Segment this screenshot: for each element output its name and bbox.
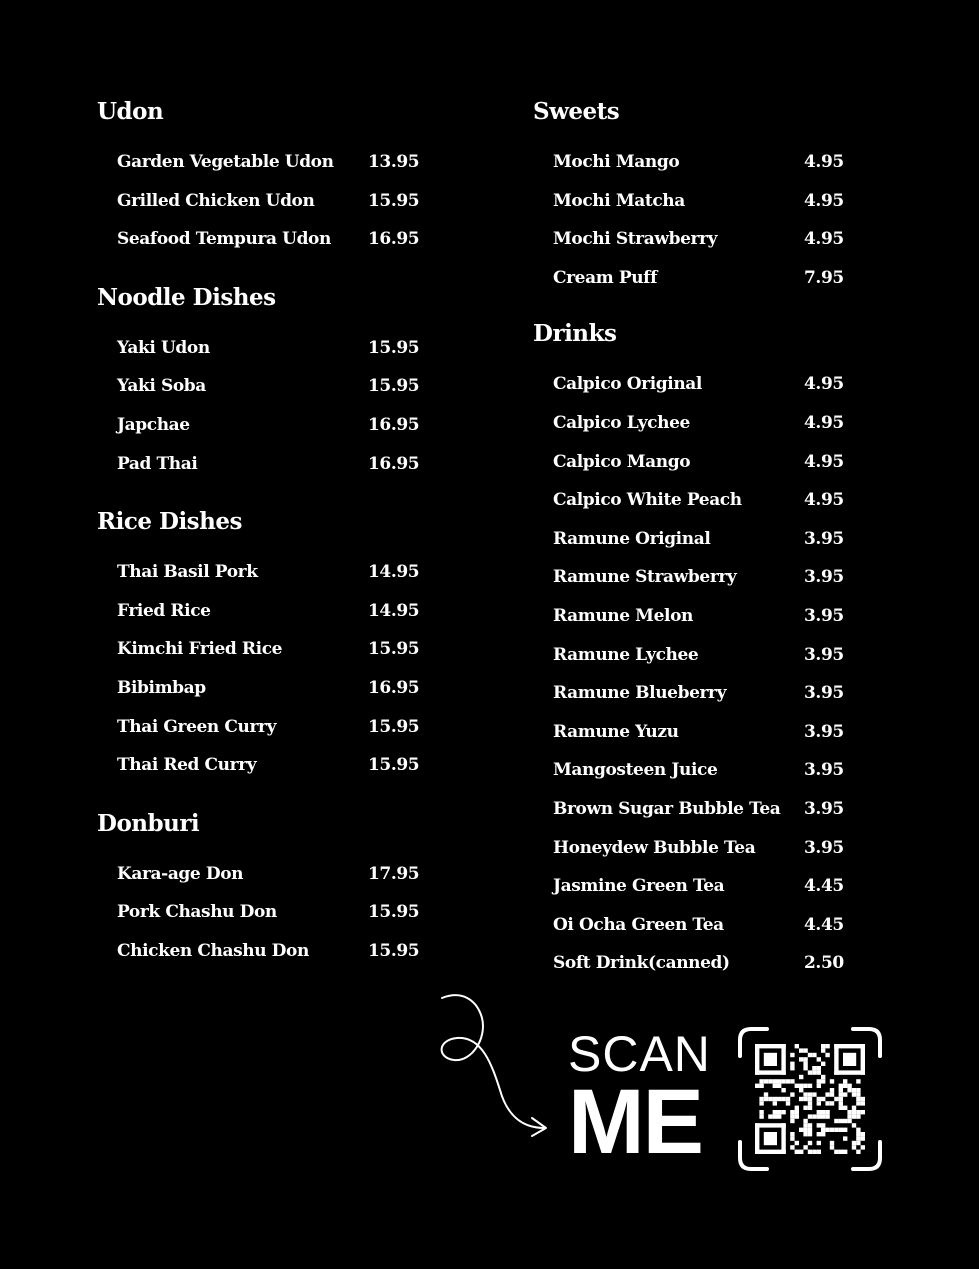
menu-item: [97, 893, 427, 932]
menu-item: [97, 932, 427, 971]
item-price: 16.95: [368, 414, 420, 435]
menu-item: [533, 259, 863, 298]
menu-item: [533, 867, 863, 906]
item-price: 15.95: [368, 190, 420, 211]
item-price: 4.95: [804, 374, 844, 395]
item-name: Oi Ocha Green Tea: [553, 914, 724, 935]
item-price: 14.95: [368, 600, 420, 621]
item-name: Mochi Matcha: [553, 190, 685, 211]
item-price: 4.95: [804, 152, 844, 172]
item-price: 15.95: [368, 940, 420, 961]
menu-item: [533, 443, 863, 482]
menu-section: [97, 807, 427, 971]
item-price: 16.95: [368, 453, 420, 474]
item-price: 17.95: [368, 863, 420, 884]
item-name: Pork Chashu Don: [117, 902, 277, 923]
item-price: 15.95: [368, 902, 420, 923]
item-name: Grilled Chicken Udon: [117, 190, 315, 211]
menu-item: [533, 365, 863, 404]
item-price: 3.95: [804, 721, 844, 742]
item-name: Ramune Blueberry: [553, 683, 727, 704]
item-price: 2.50: [804, 953, 844, 974]
item-price: 3.95: [804, 644, 844, 665]
item-price: 4.95: [804, 490, 844, 511]
item-name: Chicken Chashu Don: [117, 940, 309, 961]
menu-item: [97, 182, 427, 221]
section-title: Sweets: [533, 98, 620, 125]
item-name: Thai Basil Pork: [117, 562, 258, 583]
item-name: Japchae: [117, 414, 190, 435]
menu-item: [97, 855, 427, 894]
item-name: Honeydew Bubble Tea: [553, 837, 756, 858]
item-name: Mangosteen Juice: [553, 760, 718, 781]
item-name: Kara-age Don: [117, 863, 244, 884]
menu-section: [97, 281, 427, 483]
item-name: Cream Puff: [553, 267, 657, 288]
menu-item: [533, 636, 863, 675]
item-price: 14.95: [368, 562, 420, 583]
item-name: Thai Green Curry: [117, 716, 277, 737]
menu-section: [533, 95, 863, 297]
item-price: 3.95: [804, 567, 844, 588]
item-name: Seafood Tempura Udon: [117, 229, 331, 250]
menu-item: [97, 746, 427, 785]
item-name: Fried Rice: [117, 600, 211, 621]
menu-item: [533, 481, 863, 520]
menu-section: [533, 317, 863, 983]
menu-item: [97, 708, 427, 747]
section-title: Rice Dishes: [97, 508, 242, 536]
menu-item: [533, 597, 863, 636]
item-price: 3.95: [804, 528, 844, 549]
menu-item: [533, 520, 863, 559]
item-price: 16.95: [368, 229, 420, 250]
item-name: Pad Thai: [117, 453, 198, 474]
item-name: Jasmine Green Tea: [553, 876, 725, 897]
menu-item: [533, 790, 863, 829]
menu-column-left: [97, 95, 427, 993]
item-name: Bibimbap: [117, 677, 206, 698]
item-name: Calpico Original: [553, 374, 702, 395]
item-price: 15.95: [368, 755, 420, 776]
item-name: Ramune Lychee: [553, 644, 699, 665]
menu-item: [97, 220, 427, 259]
item-price: 15.95: [368, 376, 420, 397]
item-price: 4.95: [804, 190, 844, 211]
item-name: Ramune Melon: [553, 605, 693, 626]
item-price: 4.45: [804, 914, 844, 935]
item-name: Ramune Original: [553, 528, 711, 549]
menu-item: [533, 944, 863, 983]
item-name: Yaki Udon: [117, 337, 210, 358]
item-price: 4.45: [804, 876, 844, 897]
menu-item: [97, 406, 427, 445]
section-title: Udon: [97, 98, 164, 125]
menu-item: [533, 906, 863, 945]
item-name: Soft Drink(canned): [553, 953, 730, 974]
section-title: Drinks: [533, 320, 617, 348]
menu-item: [533, 674, 863, 713]
item-name: Calpico White Peach: [553, 490, 742, 511]
menu-item: [97, 367, 427, 406]
item-name: Brown Sugar Bubble Tea: [553, 798, 781, 819]
scan-text: SCAN: [568, 1026, 711, 1082]
item-price: 3.95: [804, 798, 844, 819]
menu-item: [97, 445, 427, 484]
menu-section: [97, 95, 427, 259]
item-name: Calpico Mango: [553, 451, 691, 472]
menu-column-right: [533, 95, 863, 1003]
item-price: 15.95: [368, 337, 420, 358]
menu-item: [533, 713, 863, 752]
item-name: Garden Vegetable Udon: [117, 152, 334, 172]
section-title: Donburi: [97, 809, 200, 837]
menu-item: [97, 329, 427, 368]
item-price: 3.95: [804, 683, 844, 704]
menu-item: [533, 220, 863, 259]
item-price: 4.95: [804, 229, 844, 250]
item-name: Ramune Yuzu: [553, 721, 679, 742]
section-title: Noodle Dishes: [97, 283, 276, 311]
item-price: 3.95: [804, 837, 844, 858]
item-name: Mochi Mango: [553, 152, 680, 172]
menu-item: [533, 143, 863, 182]
menu-item: [533, 829, 863, 868]
item-price: 7.95: [804, 267, 844, 288]
menu-item: [533, 182, 863, 221]
menu-item: [97, 669, 427, 708]
item-price: 3.95: [804, 605, 844, 626]
menu-item: [97, 553, 427, 592]
item-name: Calpico Lychee: [553, 412, 690, 433]
item-name: Yaki Soba: [117, 376, 206, 397]
item-name: Kimchi Fried Rice: [117, 639, 283, 660]
item-price: 4.95: [804, 451, 844, 472]
item-name: Mochi Strawberry: [553, 229, 718, 250]
scan-me-label: [568, 1026, 728, 1173]
me-text: ME: [568, 1071, 702, 1173]
menu-item: [533, 558, 863, 597]
item-price: 15.95: [368, 639, 420, 660]
menu-item: [97, 143, 427, 182]
qr-code-icon[interactable]: [737, 1026, 883, 1172]
item-price: 13.95: [368, 152, 420, 172]
item-price: 3.95: [804, 760, 844, 781]
item-price: 16.95: [368, 677, 420, 698]
menu-item: [97, 592, 427, 631]
item-name: Thai Red Curry: [117, 755, 257, 776]
menu-item: [533, 751, 863, 790]
menu-section: [97, 505, 427, 785]
item-price: 15.95: [368, 716, 420, 737]
menu-item: [97, 630, 427, 669]
item-name: Ramune Strawberry: [553, 567, 737, 588]
curly-arrow-icon: [432, 990, 562, 1140]
item-price: 4.95: [804, 412, 844, 433]
menu-item: [533, 404, 863, 443]
